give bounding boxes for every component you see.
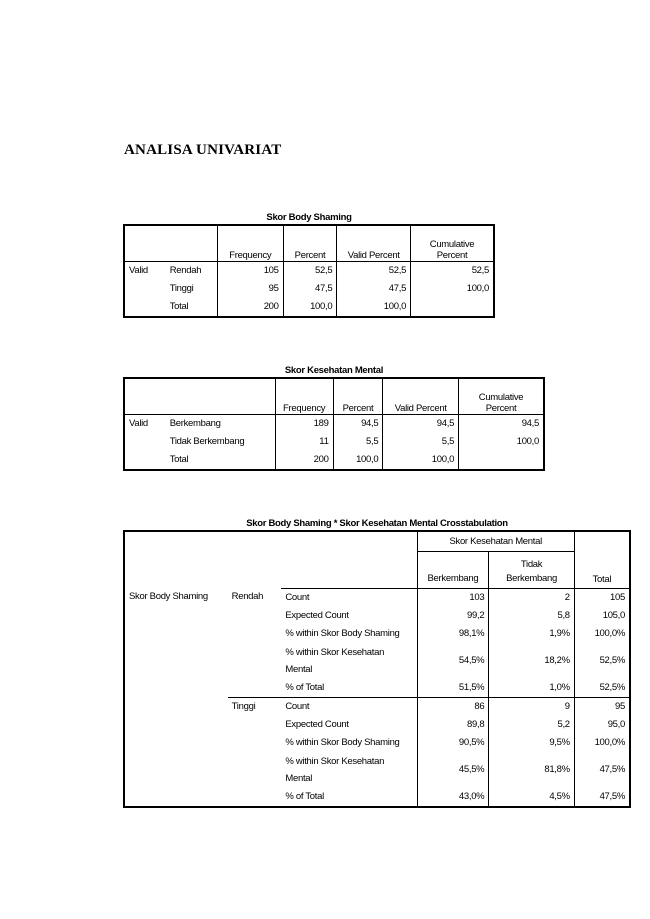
table-row: % within Skor Kesehatan Mental 54,5% 18,2% 52,5% bbox=[124, 643, 630, 679]
table-row: Skor Body Shaming Rendah Count 103 2 105 bbox=[124, 588, 630, 607]
col-header-total: Total bbox=[574, 531, 630, 588]
table-row: Valid Berkembang 189 94,5 94,5 94,5 bbox=[124, 414, 544, 433]
row-label: Tinggi bbox=[166, 280, 218, 298]
table-title: Skor Body Shaming bbox=[266, 212, 352, 223]
table-row: Tinggi 95 47,5 47,5 100,0 bbox=[124, 280, 494, 298]
row-label: Tidak Berkembang bbox=[166, 433, 275, 451]
col-header-frequency: Frequency bbox=[217, 225, 283, 261]
col-header-frequency: Frequency bbox=[275, 378, 333, 414]
table-title: Skor Kesehatan Mental bbox=[284, 365, 384, 376]
row-label: Total bbox=[166, 451, 275, 470]
col-header-valid-percent: Valid Percent bbox=[383, 378, 459, 414]
col-header-percent: Percent bbox=[283, 225, 337, 261]
row-label: Berkembang bbox=[166, 414, 275, 433]
col-header-valid-percent: Valid Percent bbox=[337, 225, 411, 261]
row-group-label: Valid bbox=[129, 265, 148, 276]
col-header-cumulative-percent: Cumulative Percent bbox=[411, 225, 494, 261]
page-heading: ANALISA UNIVARIAT bbox=[124, 142, 282, 158]
row-group-label: Rendah bbox=[231, 591, 264, 602]
table-row: % within Skor Kesehatan Mental 45,5% 81,8% 47,5% bbox=[124, 752, 630, 788]
col-header-percent: Percent bbox=[333, 378, 383, 414]
col-group-header: Skor Kesehatan Mental bbox=[417, 531, 574, 551]
table-row: Expected Count 89,8 5,2 95,0 bbox=[124, 716, 630, 734]
table-title: Skor Body Shaming * Skor Kesehatan Mental Crosstabulation bbox=[246, 518, 508, 529]
table-row: Expected Count 99,2 5,8 105,0 bbox=[124, 607, 630, 625]
crosstabulation-table bbox=[123, 518, 631, 808]
row-group-label: Valid bbox=[129, 418, 148, 429]
row-label: Rendah bbox=[166, 261, 218, 280]
table-row: Total 200 100,0 100,0 bbox=[124, 451, 544, 470]
col-header-tidak-line2: Berkembang bbox=[489, 570, 574, 589]
frequency-table-body-shaming bbox=[123, 212, 495, 318]
col-header-cumulative-percent: Cumulative Percent bbox=[459, 378, 544, 414]
row-variable-label: Skor Body Shaming bbox=[129, 591, 208, 602]
table-row: Total 200 100,0 100,0 bbox=[124, 298, 494, 317]
table-row: Tinggi Count 86 9 95 bbox=[124, 697, 630, 716]
table-row: % of Total 43,0% 4,5% 47,5% bbox=[124, 788, 630, 807]
row-group-label: Tinggi bbox=[228, 697, 282, 807]
table-row: Tidak Berkembang 11 5,5 5,5 100,0 bbox=[124, 433, 544, 451]
table-row: % within Skor Body Shaming 90,5% 9,5% 100,0% bbox=[124, 734, 630, 752]
row-label: Total bbox=[166, 298, 218, 317]
table-row: % within Skor Body Shaming 98,1% 1,9% 100,0% bbox=[124, 625, 630, 643]
table-row: % of Total 51,5% 1,0% 52,5% bbox=[124, 679, 630, 698]
col-header-berkembang: Berkembang bbox=[417, 570, 489, 589]
frequency-table-kesehatan-mental bbox=[123, 365, 545, 471]
table-row: Valid Rendah 105 52,5 52,5 52,5 bbox=[124, 261, 494, 280]
col-header-tidak-line1: Tidak bbox=[489, 551, 574, 570]
